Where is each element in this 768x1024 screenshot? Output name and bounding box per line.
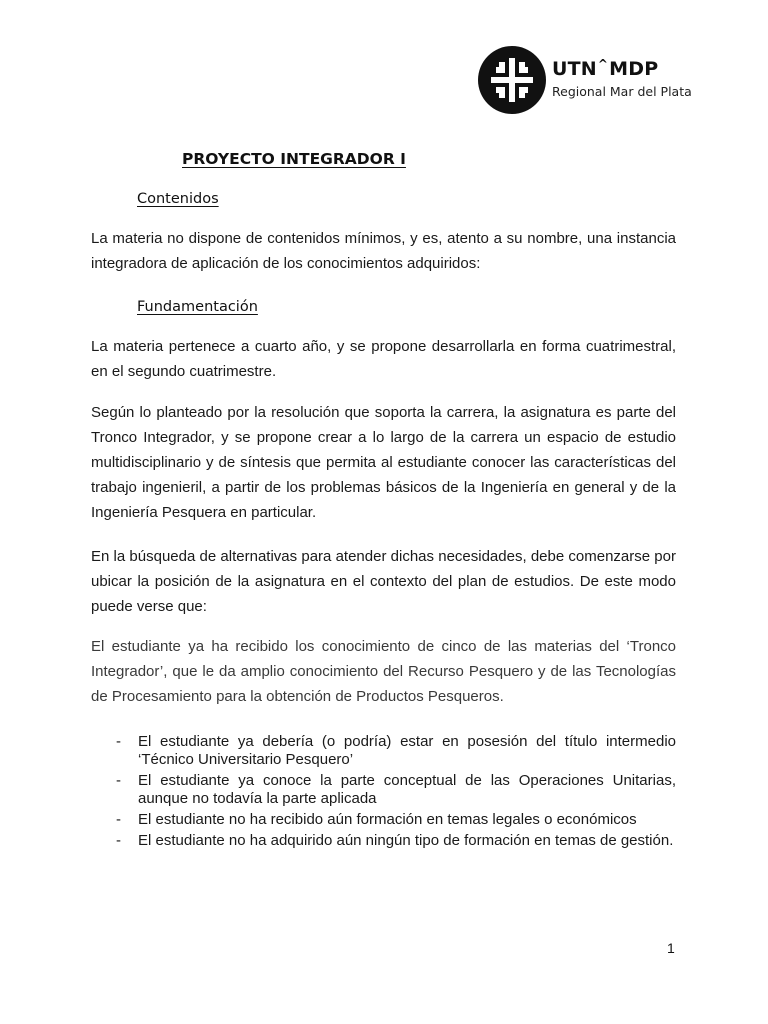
logo-caret: ^ — [597, 57, 609, 71]
logo-subtitle: Regional Mar del Plata — [552, 84, 692, 99]
logo-title — [552, 58, 692, 82]
paragraph-fundamentacion-4: El estudiante ya ha recibido los conocimiento de cinco de las materias del ‘Tronco Integrador’, que le da amplio conocimiento del Recurso Pesquero y de las Tecnologías de Procesamiento para la obtención de Productos Pesqueros. — [91, 638, 676, 705]
list-item: - El estudiante ya debería (o podría) estar en posesión del título intermedio ‘Técnico Universitario Pesquero’ — [116, 733, 676, 769]
heading-contenidos: Contenidos — [137, 191, 219, 207]
paragraph-fundamentacion-1: La materia pertenece a cuarto año, y se propone desarrollarla en forma cuatrimestral, en el segundo cuatrimestre. — [91, 338, 676, 380]
list-item: - El estudiante ya conoce la parte conceptual de las Operaciones Unitarias, aunque no todavía la parte aplicada — [116, 772, 676, 808]
logo-title-utn: UTN — [552, 58, 597, 80]
bullet-list — [116, 733, 676, 853]
list-item: - El estudiante no ha recibido aún formación en temas legales o económicos — [116, 811, 676, 829]
paragraph-contenidos: La materia no dispone de contenidos mínimos, y es, atento a su nombre, una instancia integradora de aplicación de los conocimientos adquiridos: — [91, 230, 676, 272]
logo-title-mdp: MDP — [609, 58, 659, 80]
paragraph-fundamentacion-2: Según lo planteado por la resolución que soporta la carrera, la asignatura es parte del Tronco Integrador, y se propone crear a lo largo de la carrera un espacio de estudio multidisciplinario y de síntesis que permita al estudiante conocer las características del trabajo ingenieril, a partir de los problemas básicos de la Ingeniería en general y de la Ingeniería Pesquera en particular. — [91, 404, 676, 521]
paragraph-fundamentacion-3: En la búsqueda de alternativas para atender dichas necesidades, debe comenzarse por ubicar la posición de la asignatura en el contexto del plan de estudios. De este modo puede verse que: — [91, 548, 676, 615]
page-number: 1 — [667, 940, 675, 956]
document-title: PROYECTO INTEGRADOR I — [182, 150, 406, 168]
list-item: - El estudiante no ha adquirido aún ningún tipo de formación en temas de gestión. — [116, 832, 676, 850]
utn-mdp-logo — [478, 46, 692, 114]
logo-text — [552, 58, 692, 101]
utn-emblem-icon — [478, 46, 546, 114]
heading-fundamentacion: Fundamentación — [137, 299, 258, 315]
